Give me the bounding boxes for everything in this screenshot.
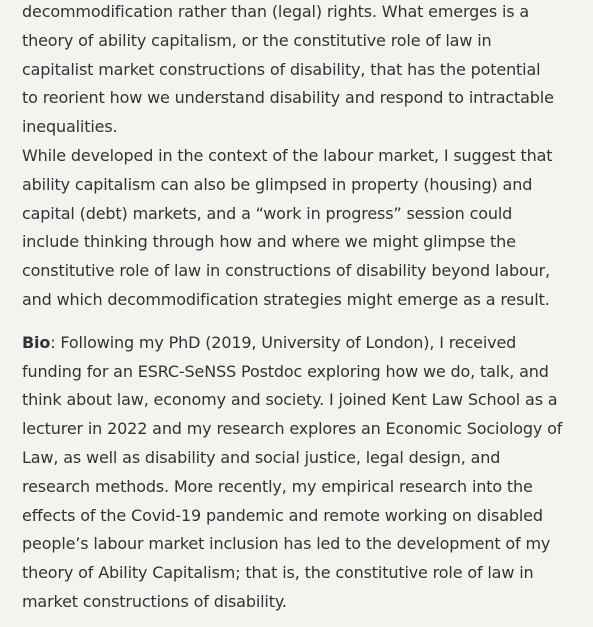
text-line: people’s labour market inclusion has led to the development of my bbox=[22, 534, 551, 554]
bio-label: Bio bbox=[22, 332, 51, 352]
text-line: inequalities. bbox=[22, 117, 118, 137]
paragraph-1 bbox=[22, 0, 588, 142]
text-line: theory of ability capitalism, or the constitutive role of law in bbox=[22, 30, 492, 50]
paragraph-2 bbox=[22, 142, 588, 315]
text-line: and which decommodification strategies might emerge as a result. bbox=[22, 289, 550, 309]
text-line: include thinking through how and where we might glimpse the bbox=[22, 232, 516, 252]
text-line: to reorient how we understand disability and respond to intractable bbox=[22, 88, 554, 108]
text-line: constitutive role of law in constructions of disability beyond labour, bbox=[22, 261, 550, 281]
text-line: capital (debt) markets, and a “work in progress” session could bbox=[22, 203, 513, 223]
text-line: ability capitalism can also be glimpsed in property (housing) and bbox=[22, 174, 533, 194]
text-line: funding for an ESRC-SeNSS Postdoc exploring how we do, talk, and bbox=[22, 361, 549, 381]
text-line: research methods. More recently, my empirical research into the bbox=[22, 476, 533, 496]
text-line: market constructions of disability. bbox=[22, 591, 287, 611]
bio-first-line-text: : Following my PhD (2019, University of London), I received bbox=[50, 332, 517, 352]
text-line: While developed in the context of the labour market, I suggest that bbox=[22, 145, 553, 165]
bio-paragraph bbox=[22, 329, 588, 617]
text-line: effects of the Covid-19 pandemic and remote working on disabled bbox=[22, 505, 543, 525]
article-body bbox=[22, 0, 588, 617]
text-line: Law, as well as disability and social justice, legal design, and bbox=[22, 447, 501, 467]
bio-first-line bbox=[22, 329, 588, 358]
text-line: think about law, economy and society. I joined Kent Law School as a bbox=[22, 390, 558, 410]
text-line: capitalist market constructions of disability, that has the potential bbox=[22, 59, 541, 79]
text-line: lecturer in 2022 and my research explores an Economic Sociology of bbox=[22, 419, 563, 439]
text-line: decommodification rather than (legal) rights. What emerges is a bbox=[22, 2, 530, 21]
text-line: theory of Ability Capitalism; that is, the constitutive role of law in bbox=[22, 563, 534, 583]
